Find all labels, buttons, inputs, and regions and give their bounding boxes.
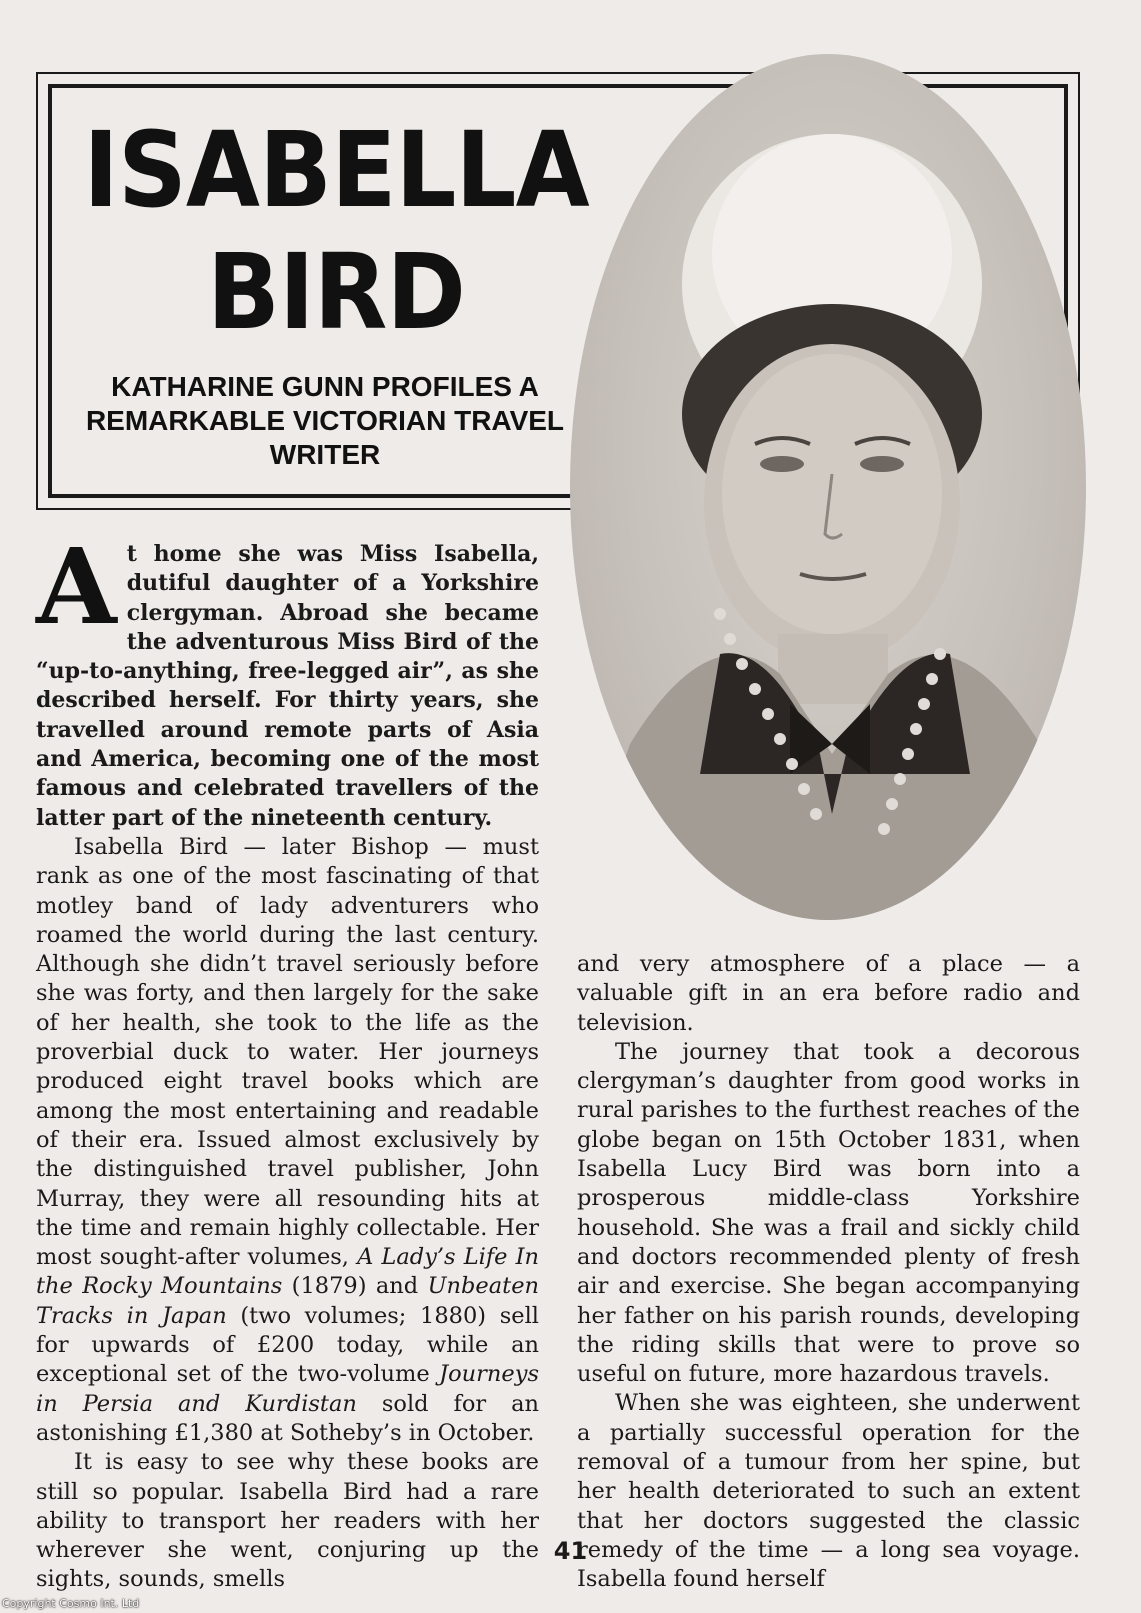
drop-cap: A <box>36 525 117 648</box>
page-number: 41 <box>553 1537 588 1565</box>
book-title-rocky-mountains: A Lady’s Life In the Rocky Mountains <box>36 1244 539 1300</box>
book-title-journeys-persia: Journeys in Persia and Kurdistan <box>36 1361 539 1417</box>
paragraph-1-text-b: (1879) and <box>282 1273 428 1300</box>
headline-line-1: ISABELLA <box>83 109 589 231</box>
lead-paragraph <box>36 525 539 833</box>
paragraph-2-continued: and very atmosphere of a place — a valuable gift in an era before radio and television. <box>577 951 1080 1036</box>
portrait-illustration <box>570 54 1086 920</box>
portrait-photo <box>570 54 1086 920</box>
book-title-unbeaten-tracks: Unbeaten Tracks in Japan <box>36 1273 539 1329</box>
paragraph-1 <box>36 833 539 1448</box>
article-column-right <box>577 950 1080 1595</box>
lead-text: t home she was Miss Isabella, dutiful daughter of a Yorkshire clergyman. Abroad she became the adventurous Miss Bird of the “up-to-anything, free-legged air”, as she described herself. For thirty years, she travelled around remote parts of Asia and America, becoming one of the most famous and celebrated travellers of the latter part of the nineteenth century. <box>36 541 539 831</box>
article-column-left <box>36 525 539 1595</box>
subtitle: KATHARINE GUNN PROFILES A REMARKABLE VICTORIAN TRAVEL WRITER <box>85 371 565 470</box>
paragraph-4: When she was eighteen, she underwent a partially successful operation for the removal of a tumour from her spine, but her health deteriorated to such an extent that her doctors suggested the classic remedy of the time — a long sea voyage. Isabella found herself <box>577 1390 1080 1593</box>
copyright-notice: Copyright Cosmo Int. Ltd <box>2 1597 140 1610</box>
paragraph-3: The journey that took a decorous clergyman’s daughter from good works in rural parishes to the furthest reaches of the globe began on 15th October 1831, when Isabella Lucy Bird was born into a prosperous middle-class Yorkshire household. She was a frail and sickly child and doctors recommended plenty of fresh air and exercise. She began accompanying her father on his parish rounds, developing the riding skills that were to prove so useful on future, more hazardous travels. <box>577 1038 1080 1388</box>
paragraph-1-text-d: sold for an astonishing £1,380 at Sotheby’s in October. <box>36 1390 539 1446</box>
headline-line-2: BIRD <box>207 231 465 353</box>
paragraph-2: It is easy to see why these books are still so popular. Isabella Bird had a rare ability to transport her readers with her wherever she went, conjuring up the sights, sounds, smells <box>36 1449 539 1593</box>
paragraph-1-text-c: (two volumes; 1880) sell for upwards of £200 today, while an exceptional set of the two-volume <box>36 1302 539 1388</box>
paragraph-1-text-a: Isabella Bird — later Bishop — must rank as one of the most fascinating of that motley band of lady adventurers who roamed the world during the last century. Although she didn’t travel seriously before she was forty, and then largely for the sake of her health, she took to the life as the proverbial duck to water. Her journeys produced eight travel books which are among the most entertaining and readable of their era. Issued almost exclusively by the distinguished travel publisher, John Murray, they were all resounding hits at the time and remain highly collectable. Her most sought-after volumes, <box>36 833 539 1271</box>
